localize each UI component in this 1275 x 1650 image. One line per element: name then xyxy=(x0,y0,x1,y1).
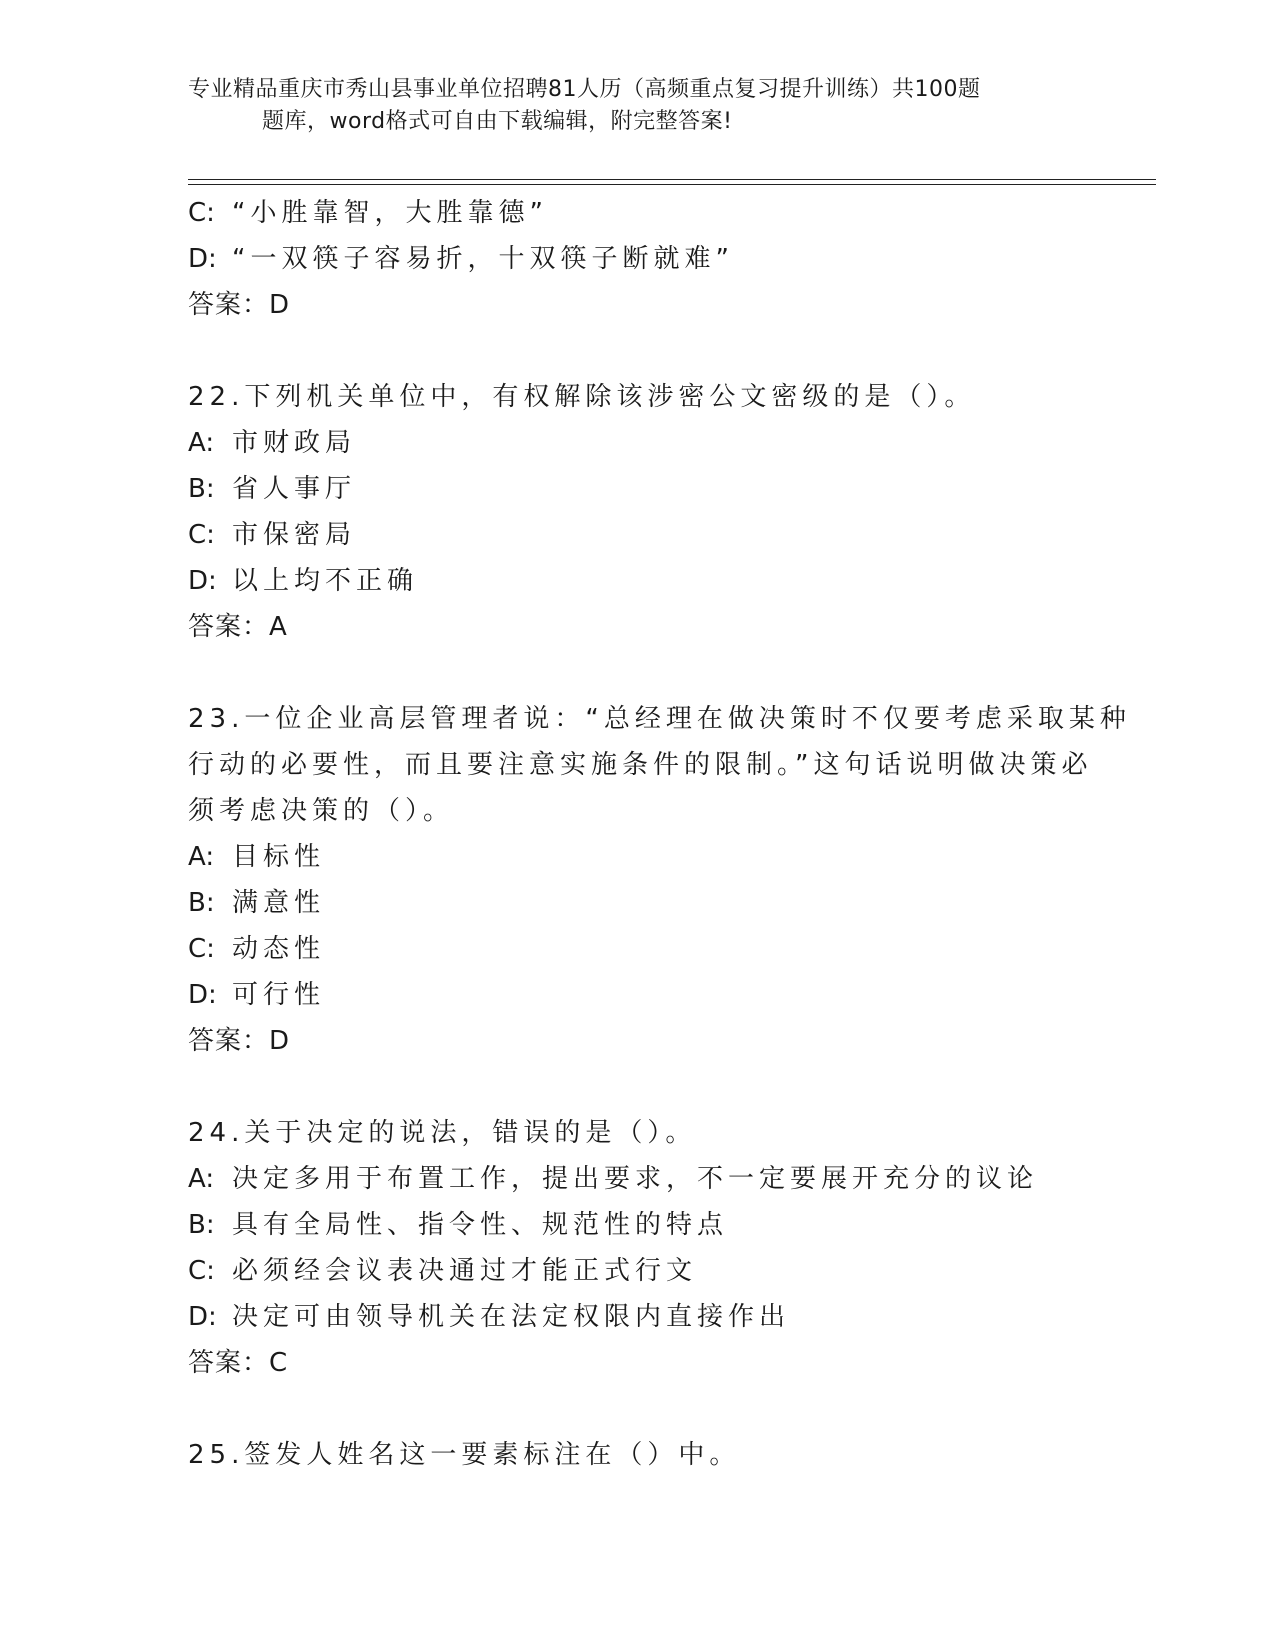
option-letter: C: xyxy=(188,934,215,964)
option-text: 省人事厅 xyxy=(232,474,357,504)
header-title-line1: 专业精品重庆市秀山县事业单位招聘81人历（高频重点复习提升训练）共100题 xyxy=(188,77,981,102)
header-title-line2: 题库，word格式可自由下载编辑，附完整答案! xyxy=(262,109,733,134)
question-list xyxy=(188,190,1131,1478)
option-letter: B: xyxy=(188,888,215,918)
question-stem: 须考虑决策的（）。 xyxy=(188,796,455,826)
question-block-22 xyxy=(188,374,1088,650)
option-letter: D: xyxy=(188,566,217,596)
option-text: 满意性 xyxy=(232,888,326,918)
option-text: 目标性 xyxy=(232,842,326,872)
option-d xyxy=(188,558,1088,604)
option-b xyxy=(188,1202,1088,1248)
question-block-prev xyxy=(188,190,1088,328)
option-c xyxy=(188,1248,1088,1294)
option-letter: A: xyxy=(188,1164,215,1194)
option-b xyxy=(188,466,1088,512)
answer-line: 答案：C xyxy=(188,1348,289,1378)
option-text: 决定可由领导机关在法定权限内直接作出 xyxy=(232,1302,791,1332)
option-d xyxy=(188,1294,1088,1340)
question-block-24 xyxy=(188,1110,1088,1386)
header-rule-top xyxy=(188,179,1156,180)
question-stem: 行动的必要性，而且要注意实施条件的限制。”这句话说明做决策必 xyxy=(188,750,1093,780)
option-text: 市财政局 xyxy=(232,428,357,458)
question-block-23 xyxy=(188,696,1131,1064)
option-text: 决定多用于布置工作，提出要求，不一定要展开充分的议论 xyxy=(232,1164,1039,1194)
option-d xyxy=(188,236,1088,282)
option-text: 动态性 xyxy=(232,934,326,964)
answer-line: 答案：D xyxy=(188,290,291,320)
option-letter: B: xyxy=(188,1210,215,1240)
option-c xyxy=(188,926,1088,972)
answer-line: 答案：A xyxy=(188,612,288,642)
option-letter: A: xyxy=(188,428,215,458)
question-block-25 xyxy=(188,1432,1088,1478)
option-b xyxy=(188,880,1088,926)
option-text: 以上均不正确 xyxy=(232,566,419,596)
option-c xyxy=(188,512,1088,558)
option-a xyxy=(188,834,1088,880)
question-stem: 25.签发人姓名这一要素标注在（）中。 xyxy=(188,1440,741,1470)
option-d xyxy=(188,972,1088,1018)
header-rule-bottom xyxy=(188,184,1156,185)
option-letter: C: xyxy=(188,1256,215,1286)
question-stem: 22.下列机关单位中，有权解除该涉密公文密级的是（）。 xyxy=(188,382,976,412)
option-letter: C: xyxy=(188,520,215,550)
answer-line: 答案：D xyxy=(188,1026,291,1056)
option-letter: C: xyxy=(188,198,215,228)
option-letter: D: xyxy=(188,980,217,1010)
option-letter: A: xyxy=(188,842,215,872)
option-text: “小胜靠智，大胜靠德” xyxy=(232,198,548,228)
option-text: 必须经会议表决通过才能正式行文 xyxy=(232,1256,698,1286)
option-c xyxy=(188,190,1088,236)
option-text: 可行性 xyxy=(232,980,326,1010)
option-text: 市保密局 xyxy=(232,520,357,550)
option-letter: D: xyxy=(188,1302,217,1332)
option-letter: B: xyxy=(188,474,215,504)
option-a xyxy=(188,420,1088,466)
option-a xyxy=(188,1156,1088,1202)
option-text: 具有全局性、指令性、规范性的特点 xyxy=(232,1210,729,1240)
question-stem: 23.一位企业高层管理者说：“总经理在做决策时不仅要考虑采取某种 xyxy=(188,704,1131,734)
option-letter: D: xyxy=(188,244,217,274)
document-header xyxy=(188,74,1088,138)
option-text: “一双筷子容易折，十双筷子断就难” xyxy=(232,244,734,274)
question-stem: 24.关于决定的说法，错误的是（）。 xyxy=(188,1118,697,1148)
